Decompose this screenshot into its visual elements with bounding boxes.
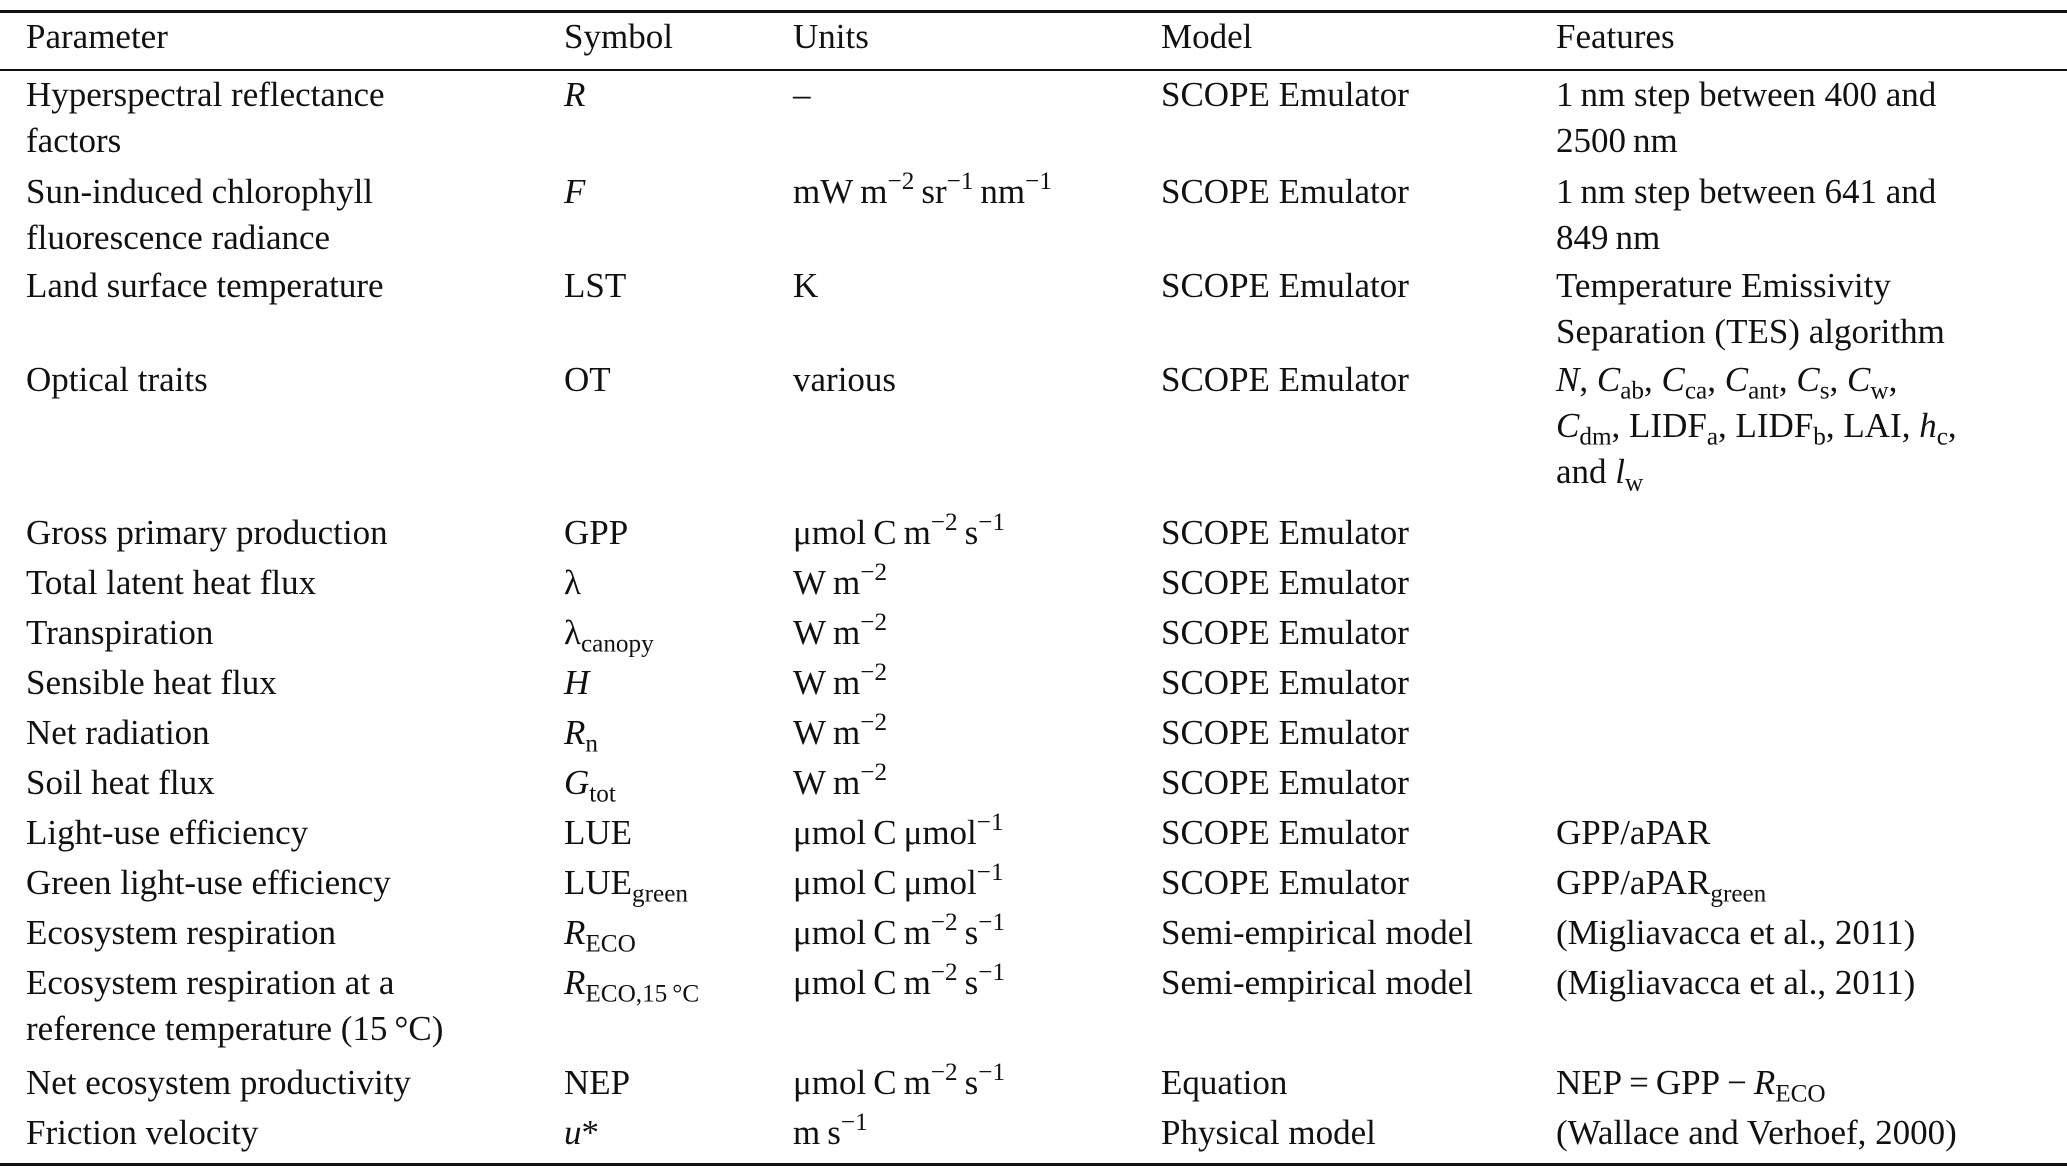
features-line: 1 nm step between 400 and xyxy=(1556,75,1937,114)
cell-units: W $m^{-2}$ xyxy=(793,609,888,652)
features-line: NEP = GPP − $R_{ECO}$ xyxy=(1556,1063,1826,1108)
cell-units: μmol C $m^{-2}$ $s^{-1}$ xyxy=(793,909,1006,952)
cell-model: SCOPE Emulator xyxy=(1161,763,1409,802)
cell-units: μmol C $m^{-2}$ $s^{-1}$ xyxy=(793,959,1006,1002)
header-rule xyxy=(0,69,2067,71)
header-model: Model xyxy=(1161,17,1253,56)
cell-model: Equation xyxy=(1161,1063,1288,1102)
features-line: 1 nm step between 641 and xyxy=(1556,172,1937,211)
cell-model: SCOPE Emulator xyxy=(1161,613,1409,652)
features-line: GPP/aPAR xyxy=(1556,813,1711,852)
cell-features xyxy=(1556,860,2056,906)
parameter-line: Green light-use efficiency xyxy=(26,863,391,902)
features-line: Separation (TES) algorithm xyxy=(1556,312,1945,351)
cell-model: SCOPE Emulator xyxy=(1161,266,1409,305)
cell-model: Semi-empirical model xyxy=(1161,913,1473,952)
features-line: (Migliavacca et al., 2011) xyxy=(1556,963,1916,1002)
parameter-line: Soil heat flux xyxy=(26,763,215,802)
cell-model: SCOPE Emulator xyxy=(1161,863,1409,902)
cell-features xyxy=(1556,357,2056,495)
bottom-rule xyxy=(0,1163,2067,1166)
features-line: (Migliavacca et al., 2011) xyxy=(1556,913,1916,952)
parameter-line: Hyperspectral reflectance xyxy=(26,75,385,114)
features-line: 849 nm xyxy=(1556,218,1661,257)
header-features: Features xyxy=(1556,17,1675,56)
cell-parameter xyxy=(26,263,546,309)
cell-parameter xyxy=(26,910,546,956)
cell-units: μmol C μmol$^{-1}$ xyxy=(793,809,1004,852)
cell-units: W $m^{-2}$ xyxy=(793,559,888,602)
parameter-line: Net radiation xyxy=(26,713,210,752)
cell-parameter xyxy=(26,960,546,1052)
cell-model: SCOPE Emulator xyxy=(1161,663,1409,702)
parameter-line: fluorescence radiance xyxy=(26,218,331,257)
parameter-line: Total latent heat flux xyxy=(26,563,317,602)
cell-features xyxy=(1556,1060,2056,1106)
cell-symbol: $R_{ECO}$ xyxy=(564,913,636,958)
cell-symbol: $\lambda_{canopy}$ xyxy=(564,613,654,658)
cell-parameter xyxy=(26,72,546,164)
cell-model: SCOPE Emulator xyxy=(1161,813,1409,852)
cell-units: mW $m^{-2}$ $sr^{-1}$ $nm^{-1}$ xyxy=(793,168,1052,211)
parameter-line: reference temperature (15 °C) xyxy=(26,1009,444,1048)
cell-parameter xyxy=(26,760,546,806)
cell-features xyxy=(1556,263,2056,355)
cell-features xyxy=(1556,910,2056,956)
parameter-line: factors xyxy=(26,121,122,160)
cell-units: μmol C $m^{-2}$ $s^{-1}$ xyxy=(793,509,1006,552)
cell-parameter xyxy=(26,510,546,556)
cell-parameter xyxy=(26,860,546,906)
cell-features xyxy=(1556,810,2056,856)
cell-symbol: F xyxy=(564,172,586,211)
features-line: $C_{dm}$, $LIDF_a$, $LIDF_b$, LAI, $h_c$, xyxy=(1556,406,1957,451)
cell-model: SCOPE Emulator xyxy=(1161,75,1409,114)
cell-parameter xyxy=(26,660,546,706)
header-parameter: Parameter xyxy=(26,17,168,56)
features-line: 2500 nm xyxy=(1556,121,1678,160)
features-line: (Wallace and Verhoef, 2000) xyxy=(1556,1113,1957,1152)
cell-features xyxy=(1556,1110,2056,1156)
parameter-line: Light-use efficiency xyxy=(26,813,309,852)
cell-model: SCOPE Emulator xyxy=(1161,713,1409,752)
cell-model: SCOPE Emulator xyxy=(1161,172,1409,211)
cell-units: m $s^{-1}$ xyxy=(793,1109,868,1152)
cell-model: Physical model xyxy=(1161,1113,1376,1152)
parameter-line: Net ecosystem productivity xyxy=(26,1063,411,1102)
cell-units: μmol C $m^{-2}$ $s^{-1}$ xyxy=(793,1059,1006,1102)
cell-parameter xyxy=(26,357,546,403)
cell-model: SCOPE Emulator xyxy=(1161,563,1409,602)
features-line: and $l_w$ xyxy=(1556,452,1644,497)
parameter-line: Ecosystem respiration at a xyxy=(26,963,395,1002)
parameter-line: Ecosystem respiration xyxy=(26,913,337,952)
cell-symbol: H xyxy=(564,663,590,702)
cell-features xyxy=(1556,960,2056,1006)
cell-symbol: u* xyxy=(564,1113,599,1152)
cell-symbol: LST xyxy=(564,266,627,305)
cell-symbol: $G_{tot}$ xyxy=(564,763,616,808)
cell-parameter xyxy=(26,1060,546,1106)
cell-parameter xyxy=(26,560,546,606)
cell-symbol: λ xyxy=(564,563,581,602)
parameter-line: Transpiration xyxy=(26,613,214,652)
cell-model: SCOPE Emulator xyxy=(1161,513,1409,552)
cell-units: W $m^{-2}$ xyxy=(793,709,888,752)
cell-symbol: $R_{ECO,15 ^\circ C}$ xyxy=(564,963,700,1008)
cell-units: μmol C μmol$^{-1}$ xyxy=(793,859,1004,902)
parameter-line: Gross primary production xyxy=(26,513,388,552)
top-rule xyxy=(0,10,2067,13)
parameter-line: Friction velocity xyxy=(26,1113,259,1152)
cell-model: Semi-empirical model xyxy=(1161,963,1473,1002)
cell-symbol: $R_n$ xyxy=(564,713,598,758)
features-line: Temperature Emissivity xyxy=(1556,266,1891,305)
cell-parameter xyxy=(26,810,546,856)
cell-parameter xyxy=(26,169,546,261)
parameter-line: Sun-induced chlorophyll xyxy=(26,172,374,211)
cell-units: W $m^{-2}$ xyxy=(793,759,888,802)
cell-units: various xyxy=(793,360,897,399)
cell-model: SCOPE Emulator xyxy=(1161,360,1409,399)
parameter-line: Sensible heat flux xyxy=(26,663,277,702)
cell-units: K xyxy=(793,266,819,305)
cell-symbol: LUE xyxy=(564,813,633,852)
cell-parameter xyxy=(26,610,546,656)
cell-parameter xyxy=(26,1110,546,1156)
cell-symbol: $LUE_{green}$ xyxy=(564,863,688,908)
parameter-line: Optical traits xyxy=(26,360,208,399)
cell-units: W $m^{-2}$ xyxy=(793,659,888,702)
cell-features xyxy=(1556,72,2056,164)
features-line: GPP/aPAR$_{green}$ xyxy=(1556,863,1767,908)
cell-units: – xyxy=(793,75,811,114)
cell-parameter xyxy=(26,710,546,756)
features-line: N, $C_{ab}$, $C_{ca}$, $C_{ant}$, $C_s$, $C_w$, xyxy=(1556,360,1898,405)
cell-symbol: OT xyxy=(564,360,611,399)
cell-symbol: GPP xyxy=(564,513,629,552)
cell-symbol: R xyxy=(564,75,586,114)
cell-symbol: NEP xyxy=(564,1063,631,1102)
header-units: Units xyxy=(793,17,869,56)
parameter-line: Land surface temperature xyxy=(26,266,384,305)
cell-features xyxy=(1556,169,2056,261)
header-symbol: Symbol xyxy=(564,17,673,56)
